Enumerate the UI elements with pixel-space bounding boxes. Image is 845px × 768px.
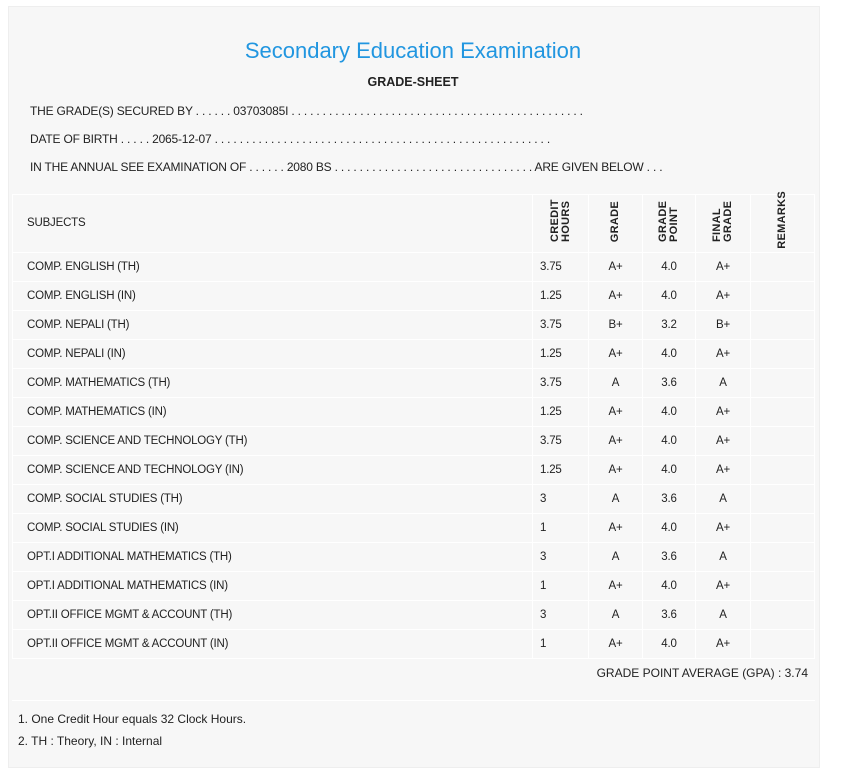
- cell-final-grade: A+: [696, 281, 751, 310]
- cell-grade: A: [589, 484, 643, 513]
- table-row: [13, 513, 815, 542]
- cell-subject: COMP. ENGLISH (TH): [13, 252, 533, 281]
- cell-credit-hours: 3.75: [533, 426, 589, 455]
- table-row: [13, 542, 815, 571]
- note-credit-hour: 1. One Credit Hour equals 32 Clock Hours.: [18, 712, 247, 726]
- cell-credit-hours: 1: [533, 513, 589, 542]
- cell-credit-hours: 1.25: [533, 455, 589, 484]
- cell-remarks: [751, 252, 815, 281]
- cell-credit-hours: 1.25: [533, 281, 589, 310]
- cell-subject: OPT.I ADDITIONAL MATHEMATICS (TH): [13, 542, 533, 571]
- cell-grade: A: [589, 368, 643, 397]
- cell-subject: COMP. MATHEMATICS (TH): [13, 368, 533, 397]
- table-row: [13, 310, 815, 339]
- cell-credit-hours: 3: [533, 600, 589, 629]
- cell-final-grade: A+: [696, 629, 751, 658]
- cell-remarks: [751, 339, 815, 368]
- cell-remarks: [751, 484, 815, 513]
- header-remarks: REMARKS: [776, 191, 788, 249]
- table-row: [13, 600, 815, 629]
- page-subtitle: GRADE-SHEET: [367, 75, 459, 89]
- cell-grade-point: 3.6: [643, 368, 696, 397]
- cell-subject: COMP. SOCIAL STUDIES (IN): [13, 513, 533, 542]
- cell-final-grade: A+: [696, 513, 751, 542]
- cell-credit-hours: 1.25: [533, 397, 589, 426]
- table-row: [13, 252, 815, 281]
- table-row: [13, 571, 815, 600]
- cell-remarks: [751, 600, 815, 629]
- cell-grade: A+: [589, 252, 643, 281]
- cell-grade-point: 4.0: [643, 397, 696, 426]
- cell-subject: COMP. NEPALI (TH): [13, 310, 533, 339]
- cell-final-grade: A: [696, 542, 751, 571]
- cell-credit-hours: 3.75: [533, 310, 589, 339]
- cell-credit-hours: 3: [533, 484, 589, 513]
- table-row: [13, 455, 815, 484]
- cell-grade: A+: [589, 281, 643, 310]
- cell-grade-point: 3.6: [643, 542, 696, 571]
- cell-remarks: [751, 513, 815, 542]
- cell-grade: A: [589, 542, 643, 571]
- cell-subject: OPT.II OFFICE MGMT & ACCOUNT (TH): [13, 600, 533, 629]
- table-header: [13, 195, 815, 253]
- table-row: [13, 339, 815, 368]
- cell-remarks: [751, 281, 815, 310]
- cell-grade: A+: [589, 571, 643, 600]
- table-row: [13, 426, 815, 455]
- cell-grade: A: [589, 600, 643, 629]
- cell-grade: A+: [589, 455, 643, 484]
- cell-grade: A+: [589, 513, 643, 542]
- table-row: [13, 281, 815, 310]
- note-abbreviations: 2. TH : Theory, IN : Internal: [18, 734, 163, 748]
- cell-grade-point: 4.0: [643, 455, 696, 484]
- exam-year-line: IN THE ANNUAL SEE EXAMINATION OF . . . . . . 2080 BS . . . . . . . . . . . . . . . . . . . . . . . . . . . . . . . . ARE GIVEN BELOW . . .: [30, 160, 663, 174]
- cell-credit-hours: 3.75: [533, 368, 589, 397]
- cell-grade-point: 4.0: [643, 426, 696, 455]
- cell-grade-point: 4.0: [643, 252, 696, 281]
- cell-final-grade: A+: [696, 339, 751, 368]
- cell-remarks: [751, 368, 815, 397]
- cell-final-grade: A: [696, 600, 751, 629]
- dob-line: DATE OF BIRTH . . . . . 2065-12-07 . . . . . . . . . . . . . . . . . . . . . . . . . . . . . . . . . . . . . . . . . . . . . . . . . . . . . .: [30, 132, 550, 146]
- table-row: [13, 397, 815, 426]
- cell-grade-point: 4.0: [643, 571, 696, 600]
- cell-final-grade: A: [696, 484, 751, 513]
- cell-final-grade: A+: [696, 252, 751, 281]
- header-final-grade: FINAL GRADE: [711, 200, 734, 242]
- cell-grade-point: 3.6: [643, 600, 696, 629]
- cell-credit-hours: 1.25: [533, 339, 589, 368]
- cell-final-grade: A+: [696, 571, 751, 600]
- cell-remarks: [751, 397, 815, 426]
- cell-subject: COMP. NEPALI (IN): [13, 339, 533, 368]
- cell-final-grade: B+: [696, 310, 751, 339]
- cell-subject: COMP. SCIENCE AND TECHNOLOGY (IN): [13, 455, 533, 484]
- cell-subject: COMP. SCIENCE AND TECHNOLOGY (TH): [13, 426, 533, 455]
- cell-credit-hours: 3.75: [533, 252, 589, 281]
- grades-table: [12, 191, 815, 659]
- cell-grade-point: 4.0: [643, 513, 696, 542]
- cell-subject: COMP. MATHEMATICS (IN): [13, 397, 533, 426]
- table-row: [13, 368, 815, 397]
- table-row: [13, 484, 815, 513]
- cell-credit-hours: 1: [533, 629, 589, 658]
- header-credit-hours: CREDIT HOURS: [548, 199, 572, 242]
- header-grade: GRADE: [609, 201, 621, 243]
- cell-remarks: [751, 310, 815, 339]
- cell-remarks: [751, 571, 815, 600]
- cell-final-grade: A+: [696, 426, 751, 455]
- cell-grade-point: 3.6: [643, 484, 696, 513]
- cell-grade: A+: [589, 629, 643, 658]
- cell-remarks: [751, 426, 815, 455]
- cell-subject: OPT.II OFFICE MGMT & ACCOUNT (IN): [13, 629, 533, 658]
- cell-remarks: [751, 455, 815, 484]
- cell-grade-point: 3.2: [643, 310, 696, 339]
- gpa-value: GRADE POINT AVERAGE (GPA) : 3.74: [596, 666, 808, 680]
- cell-final-grade: A+: [696, 397, 751, 426]
- header-grade-point: GRADE POINT: [657, 200, 680, 242]
- cell-subject: COMP. SOCIAL STUDIES (TH): [13, 484, 533, 513]
- cell-grade: A+: [589, 339, 643, 368]
- symbol-number-line: THE GRADE(S) SECURED BY . . . . . . 03703085I . . . . . . . . . . . . . . . . . . . . . . . . . . . . . . . . . . . . . . . . . . . . . . .: [30, 104, 583, 118]
- cell-credit-hours: 1: [533, 571, 589, 600]
- cell-credit-hours: 3: [533, 542, 589, 571]
- cell-grade-point: 4.0: [643, 629, 696, 658]
- cell-remarks: [751, 542, 815, 571]
- cell-grade: B+: [589, 310, 643, 339]
- page-title: Secondary Education Examination: [244, 38, 582, 63]
- cell-subject: COMP. ENGLISH (IN): [13, 281, 533, 310]
- cell-final-grade: A: [696, 368, 751, 397]
- cell-grade: A+: [589, 397, 643, 426]
- cell-grade-point: 4.0: [643, 281, 696, 310]
- cell-grade-point: 4.0: [643, 339, 696, 368]
- cell-subject: OPT.I ADDITIONAL MATHEMATICS (IN): [13, 571, 533, 600]
- cell-grade: A+: [589, 426, 643, 455]
- header-subjects: SUBJECTS: [13, 195, 533, 253]
- cell-final-grade: A+: [696, 455, 751, 484]
